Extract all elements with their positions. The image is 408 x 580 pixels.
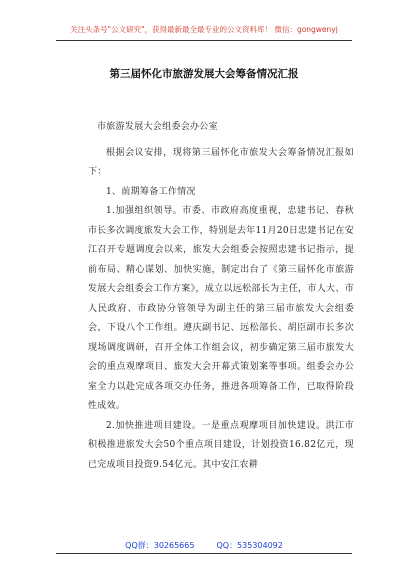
- footer-qq: QQ：535304092: [216, 541, 283, 550]
- paragraph-organization: 1.加强组织领导。市委、市政府高度重视，忠建书记、春秋市长多次调度旅发大会工作，特别是去年11月20日忠建书记在安江召开专题调度会以来，旅发大会组委会按照忠建书记指示，提前布局、精心谋划、加快实施，制定出台了《第三届怀化市旅游发展大会组委会工作方案》，成立以远松部长为主任，市人大、市人民政府、市政协分管领导为副主任的第三届市旅发大会组委会，下设八个工作组。遵庆副书记、远松部长、胡臣副市长多次现场调度调研，召开全体工作组会议，初步确定第三届市旅发大会的重点观摩项目、旅发大会开幕式策划案等事项。组委会办公室全力以赴完成各项交办任务，推进各项筹备工作，已取得阶段性成效。: [88, 206, 354, 411]
- document-body: [88, 118, 354, 475]
- footer-divider: [56, 553, 352, 554]
- paragraph-projects: 2.加快推进项目建设。一是重点观摩项目加快建设。洪江市积极推进旅发大会50个重点项目建设，计划投资16.82亿元，现已完成项目投资9.54亿元。其中安江农耕: [88, 420, 354, 470]
- page-header-banner: 关注头条号"公文研究"，获得最新最全最专业的公文资料库！ 微信：gongwenyj: [70, 25, 338, 34]
- page-footer: [0, 540, 408, 551]
- issuing-office: 市旅游发展大会组委会办公室: [97, 122, 218, 132]
- document-title: 第三届怀化市旅游发展大会筹备情况汇报: [109, 68, 299, 80]
- paragraph-intro: 根据会议安排，现将第三届怀化市旅发大会筹备情况汇报如下：: [88, 147, 354, 177]
- footer-qq-group: QQ群：30265665: [125, 541, 195, 550]
- header-divider: [56, 40, 352, 41]
- section-heading: 1、前期筹备工作情况: [106, 186, 196, 197]
